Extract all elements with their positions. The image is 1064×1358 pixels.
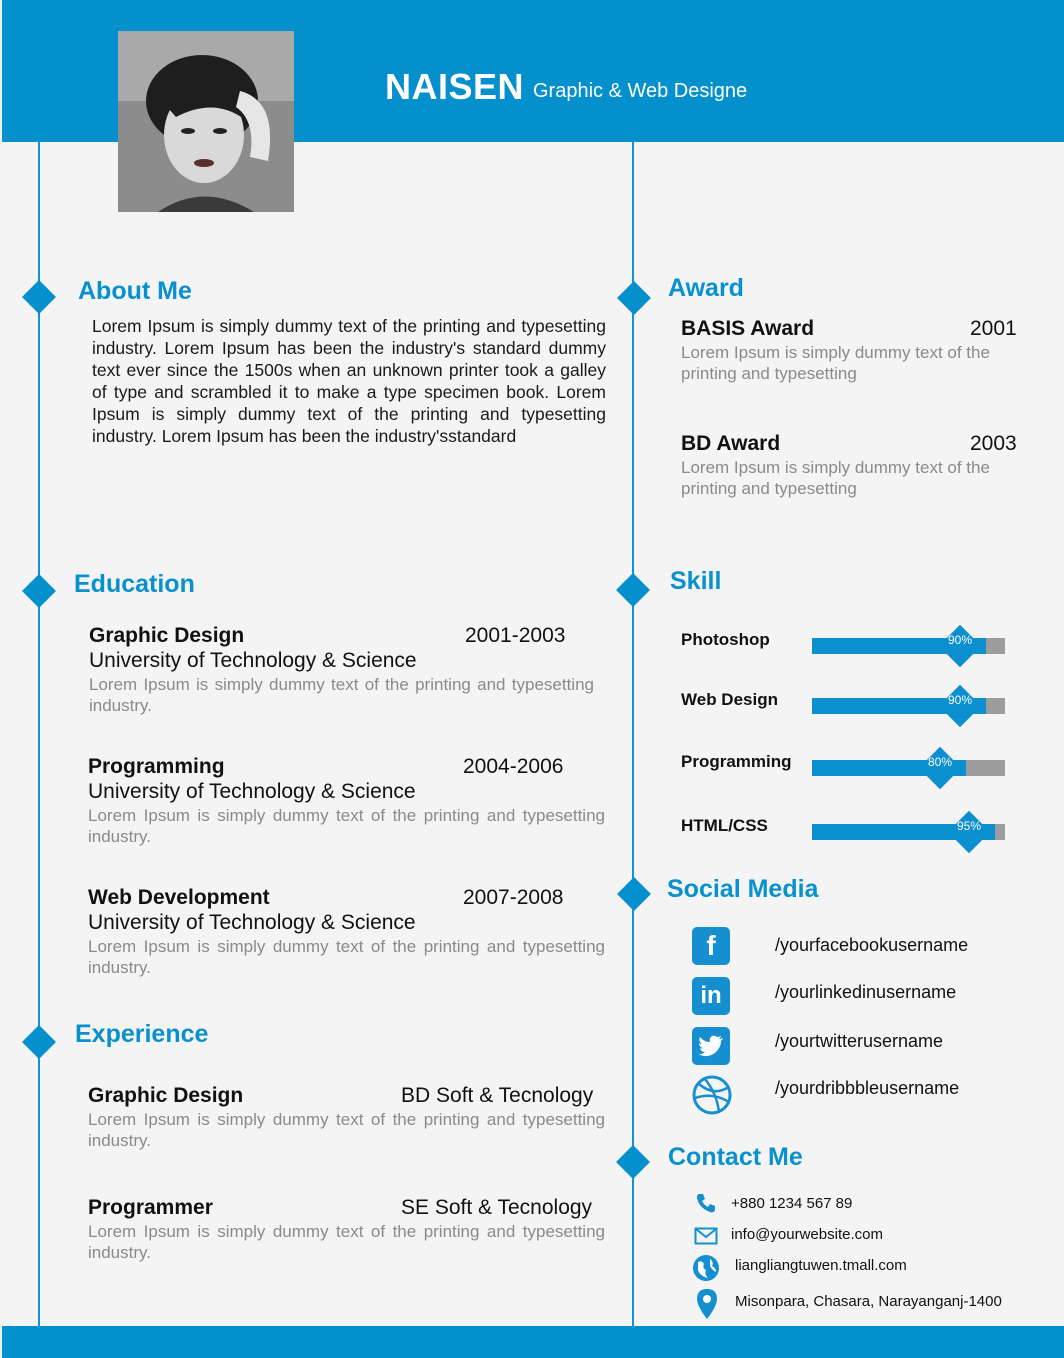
education-item-years: 2001-2003 (465, 624, 566, 647)
education-item-desc: Lorem Ipsum is simply dummy text of the printing and typesetting industry. (88, 806, 605, 846)
about-heading: About Me (78, 277, 192, 305)
twitter-username[interactable]: /yourtwitterusername (775, 1031, 944, 1051)
facebook-username[interactable]: /yourfacebookusername (775, 935, 969, 955)
twitter-bird-glyph (698, 1035, 724, 1057)
facebook-icon[interactable] (692, 927, 730, 965)
award-item-title: BASIS Award (681, 317, 815, 340)
about-text: Lorem Ipsum is simply dummy text of the printing and typesetting industry. Lorem Ipsum has been the industry's standard dummy text ever since the 1500s when an unknown printer took a galley of type and scrambled it to make a type specimen book. Lorem Ipsum is simply dummy text of the printing and typesetting industry. Lorem Ipsum has been the industry'sstandard (92, 316, 606, 446)
education-item-years: 2004-2006 (463, 755, 564, 778)
experience-item-desc: Lorem Ipsum is simply dummy text of the printing and typesetting industry. (88, 1110, 605, 1150)
contact-heading: Contact Me (668, 1143, 803, 1171)
person-title: Graphic & Web Designe (533, 80, 748, 102)
linkedin-icon[interactable] (692, 977, 730, 1015)
facebook-glyph: f (706, 930, 716, 961)
award-item-year: 2001 (970, 317, 1017, 340)
skill-diamond (616, 573, 650, 607)
skill-percent-label: 90% (947, 633, 973, 647)
contact-email[interactable]: info@yourwebsite.com (731, 1226, 883, 1243)
education-item-school: University of Technology & Science (88, 911, 416, 934)
experience-item-title: Graphic Design (88, 1084, 244, 1107)
education-heading: Education (74, 570, 195, 598)
dribbble-icon[interactable] (691, 1074, 733, 1116)
education-item-school: University of Technology & Science (89, 649, 417, 672)
location-pin-icon (696, 1288, 718, 1320)
footer-band (2, 1326, 1064, 1358)
experience-diamond (22, 1025, 56, 1059)
contact-phone: +880 1234 567 89 (731, 1195, 853, 1212)
education-item-desc: Lorem Ipsum is simply dummy text of the printing and typesetting industry. (89, 675, 594, 715)
education-diamond (22, 574, 56, 608)
experience-item-desc: Lorem Ipsum is simply dummy text of the printing and typesetting industry. (88, 1222, 605, 1262)
email-icon (694, 1226, 718, 1246)
award-item-desc: Lorem Ipsum is simply dummy text of the printing and typesetting (681, 458, 990, 498)
dribbble-username[interactable]: /yourdribbbleusername (775, 1078, 960, 1098)
experience-item-title: Programmer (88, 1196, 213, 1219)
education-item-title: Graphic Design (89, 624, 245, 647)
award-heading: Award (668, 274, 744, 302)
skill-percent-label: 80% (927, 755, 953, 769)
skill-label: Programming (681, 752, 792, 771)
skill-heading: Skill (670, 567, 722, 595)
education-item-title: Programming (88, 755, 225, 778)
person-name: NAISEN (385, 66, 525, 107)
twitter-icon[interactable] (692, 1027, 730, 1065)
skill-label: Photoshop (681, 630, 770, 649)
social-heading: Social Media (667, 875, 819, 903)
social-diamond (617, 877, 651, 911)
globe-icon (692, 1254, 720, 1282)
phone-icon (695, 1192, 717, 1214)
contact-diamond (616, 1145, 650, 1179)
timeline-left-line (38, 142, 40, 1326)
education-item-title: Web Development (88, 886, 270, 909)
skill-percent-label: 95% (956, 819, 982, 833)
education-item-school: University of Technology & Science (88, 780, 416, 803)
contact-address: Misonpara, Chasara, Narayanganj-1400 (735, 1293, 1002, 1310)
award-item-title: BD Award (681, 432, 781, 455)
award-item-desc: Lorem Ipsum is simply dummy text of the printing and typesetting (681, 343, 990, 383)
profile-photo (118, 31, 294, 212)
experience-item-company: SE Soft & Tecnology (401, 1196, 593, 1219)
award-item-year: 2003 (970, 432, 1017, 455)
skill-label: Web Design (681, 690, 778, 709)
contact-website[interactable]: liangliangtuwen.tmall.com (735, 1257, 907, 1274)
education-item-years: 2007-2008 (463, 886, 564, 909)
linkedin-glyph: in (700, 982, 722, 1009)
about-diamond (22, 280, 56, 314)
experience-item-company: BD Soft & Tecnology (401, 1084, 594, 1107)
award-diamond (617, 281, 651, 315)
skill-percent-label: 90% (947, 693, 973, 707)
skill-label: HTML/CSS (681, 816, 768, 835)
education-item-desc: Lorem Ipsum is simply dummy text of the printing and typesetting industry. (88, 937, 605, 977)
experience-heading: Experience (75, 1020, 209, 1048)
linkedin-username[interactable]: /yourlinkedinusername (775, 982, 957, 1002)
